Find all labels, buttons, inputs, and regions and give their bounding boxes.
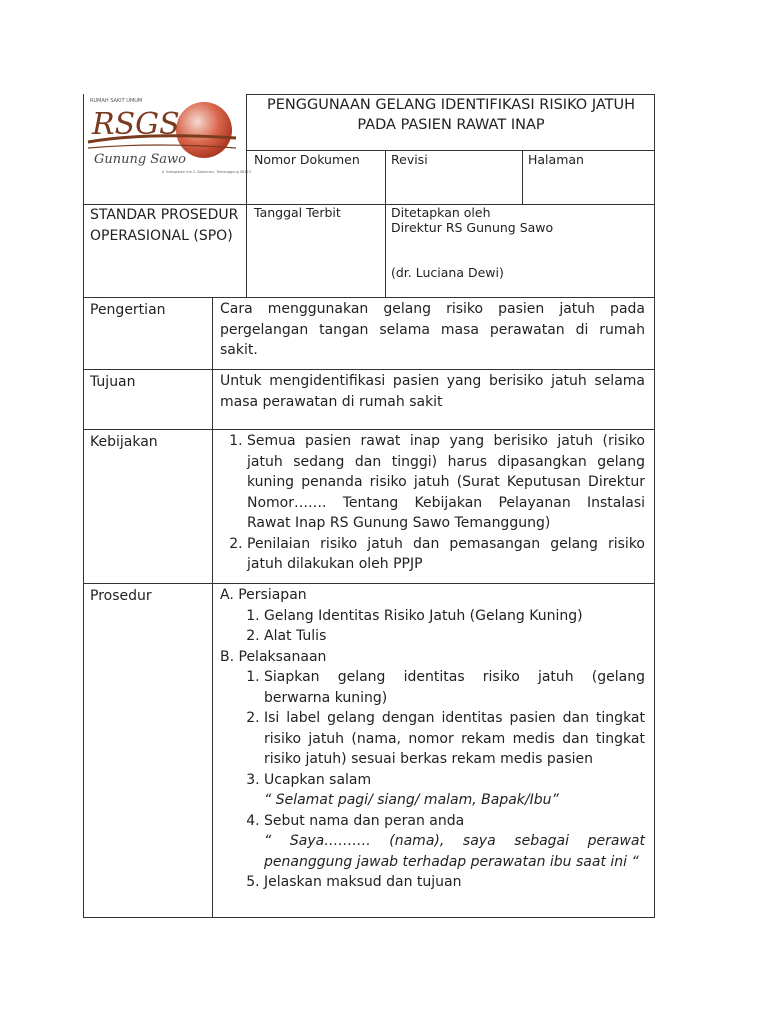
list-item: 1. Gelang Identitas Risiko Jatuh (Gelang Kuning) bbox=[264, 606, 645, 627]
document-title: PENGGUNAAN GELANG IDENTIFIKASI RISIKO JATUH PADA PASIEN RAWAT INAP bbox=[266, 97, 636, 133]
header-divider bbox=[385, 150, 386, 297]
row-kebijakan bbox=[84, 430, 655, 584]
list-item-text: Ucapkan salam bbox=[264, 771, 372, 788]
kebijakan-label: Kebijakan bbox=[84, 430, 213, 584]
header-divider bbox=[522, 150, 523, 204]
list-item: 2. Alat Tulis bbox=[264, 626, 645, 647]
list-item: 1. Siapkan gelang identitas risiko jatuh (gelang berwarna kuning) bbox=[264, 667, 645, 708]
kebijakan-content bbox=[213, 430, 655, 584]
salam-quote: “ Selamat pagi/ siang/ malam, Bapak/Ibu” bbox=[264, 792, 559, 808]
pengertian-label: Pengertian bbox=[84, 298, 213, 370]
spo-label: STANDAR PROSEDUR OPERASIONAL (SPO) bbox=[90, 207, 239, 244]
logo-address: Jl. Kabupaten Km.2, Kebumen, Temanggung 56215 bbox=[162, 170, 252, 174]
direktur-label: Direktur RS Gunung Sawo bbox=[391, 220, 554, 235]
logo-main-text: RSGS bbox=[92, 107, 180, 142]
row-pengertian bbox=[84, 298, 655, 370]
kebijakan-list bbox=[220, 431, 645, 575]
logo-script-text: Gunung Sawo bbox=[94, 152, 186, 167]
prosedur-content bbox=[213, 584, 655, 918]
hospital-logo bbox=[86, 98, 252, 176]
pengertian-text: Cara menggunakan gelang risiko pasien jatuh pada pergelangan tangan selama masa perawatan di rumah sakit. bbox=[213, 298, 655, 370]
header-divider bbox=[246, 94, 247, 297]
tanggal-terbit-label: Tanggal Terbit bbox=[254, 205, 341, 220]
list-item: 2. Isi label gelang dengan identitas pasien dan tingkat risiko jatuh (nama, nomor rekam medis dan tingkat risiko jatuh) sesuai berkas rekam medis pasien bbox=[264, 708, 645, 770]
pelaksanaan-heading: B. Pelaksanaan bbox=[220, 648, 327, 665]
pelaksanaan-list bbox=[220, 667, 645, 893]
row-prosedur bbox=[84, 584, 655, 918]
signatory-name: (dr. Luciana Dewi) bbox=[391, 265, 504, 280]
list-item bbox=[264, 811, 645, 873]
persiapan-list bbox=[220, 606, 645, 647]
nomor-dokumen-label: Nomor Dokumen bbox=[254, 152, 360, 167]
row-tujuan bbox=[84, 370, 655, 430]
persiapan-heading: A. Persiapan bbox=[220, 587, 307, 603]
spo-content-table bbox=[83, 297, 655, 918]
header-divider bbox=[246, 150, 654, 151]
tujuan-text: Untuk mengidentifikasi pasien yang berisiko jatuh selama masa perawatan di rumah sakit bbox=[213, 370, 655, 430]
logo-top-text: RUMAH SAKIT UMUM bbox=[90, 98, 143, 104]
ditetapkan-oleh-label: Ditetapkan oleh bbox=[391, 205, 491, 220]
list-item: 2. Penilaian risiko jatuh dan pemasangan gelang risiko jatuh dilakukan oleh PPJP bbox=[247, 534, 645, 575]
revisi-label: Revisi bbox=[391, 152, 428, 167]
prosedur-label: Prosedur bbox=[84, 584, 213, 918]
tujuan-label: Tujuan bbox=[84, 370, 213, 430]
list-item bbox=[264, 770, 645, 811]
list-item-text: Sebut nama dan peran anda bbox=[264, 812, 465, 829]
halaman-label: Halaman bbox=[528, 152, 584, 167]
list-item: 5. Jelaskan maksud dan tujuan bbox=[264, 872, 645, 893]
list-item: 1. Semua pasien rawat inap yang berisiko jatuh (risiko jatuh sedang dan tinggi) harus dipasangkan gelang kuning penanda risiko jatuh (Surat Keputusan Direktur Nomor……. Tentang Kebijakan Pelayanan Instalasi Rawat Inap RS Gunung Sawo Temanggung) bbox=[247, 431, 645, 534]
peran-quote: “ Saya………. (nama), saya sebagai perawat penanggung jawab terhadap perawatan ibu saat ini “ bbox=[264, 833, 645, 870]
